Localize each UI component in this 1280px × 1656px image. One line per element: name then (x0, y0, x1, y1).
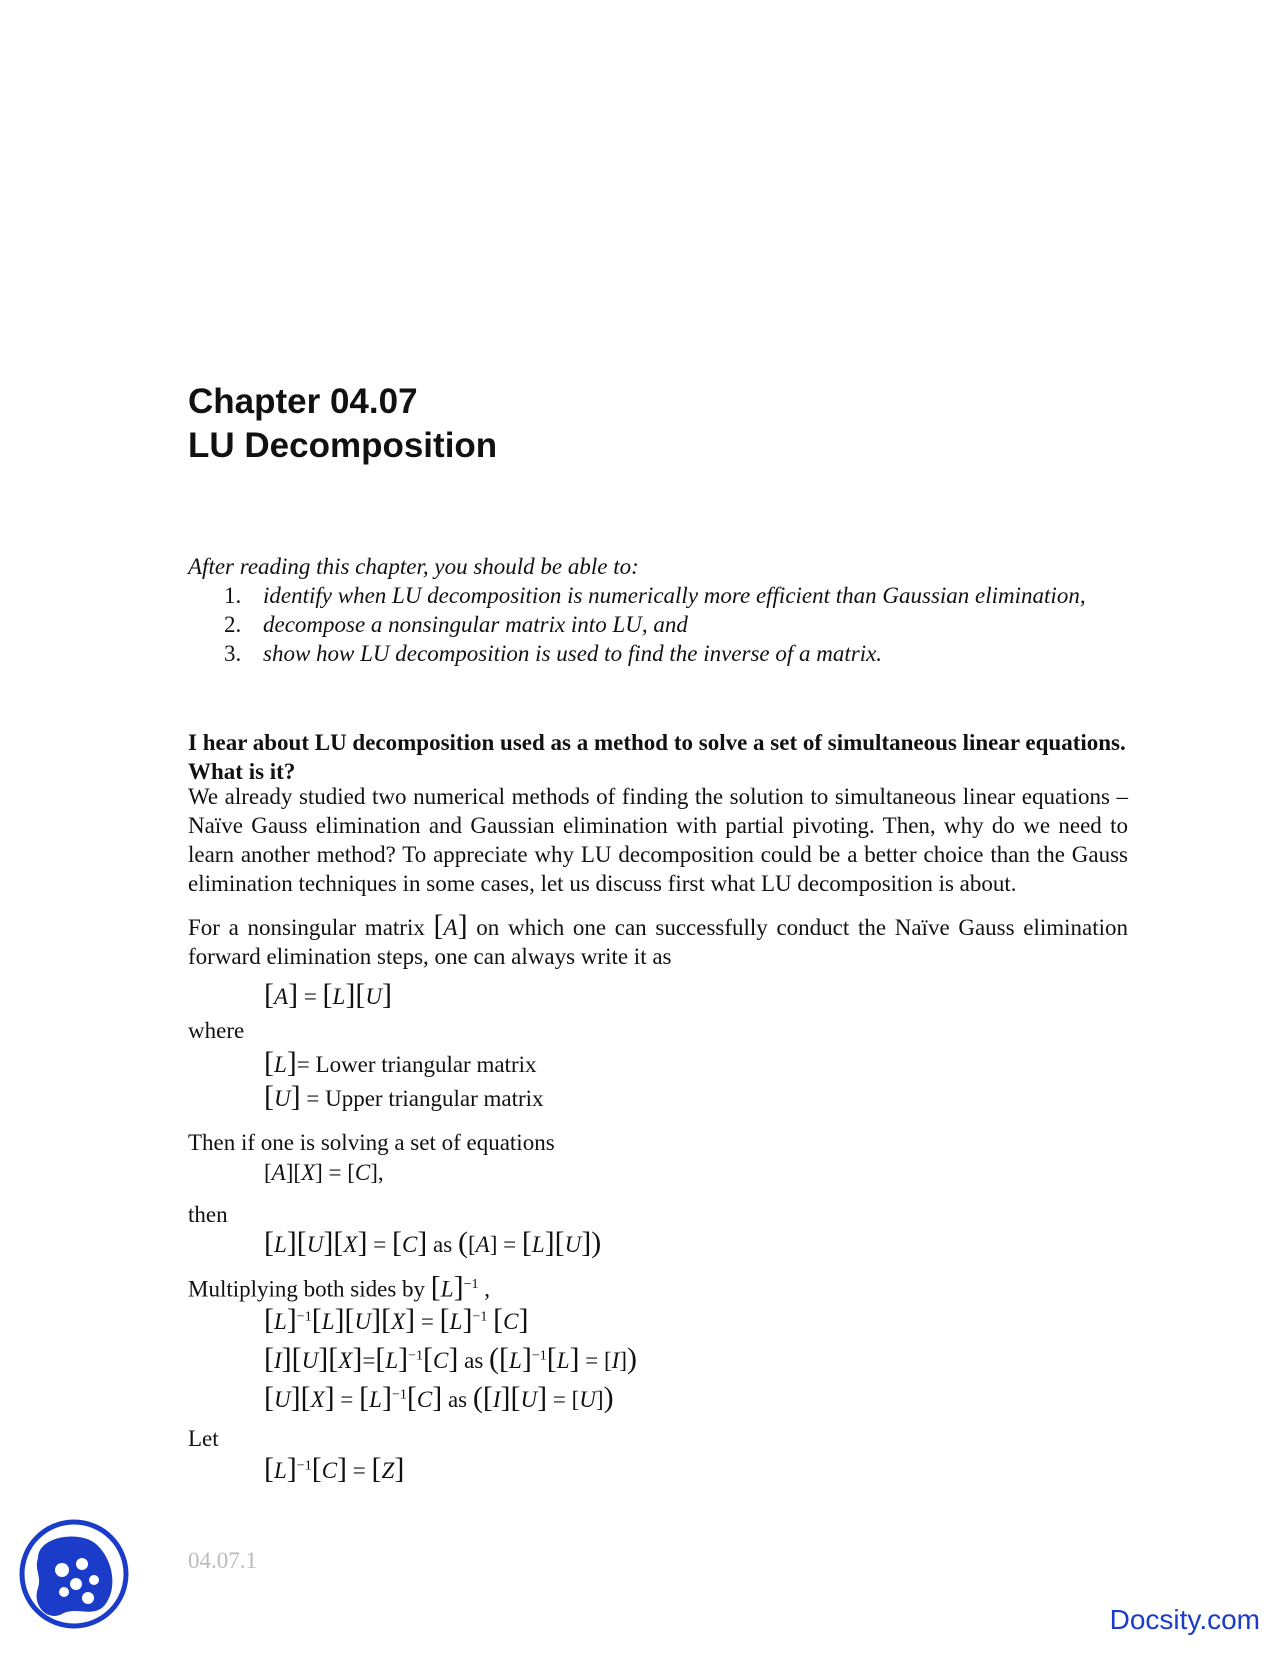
objective-item: 1. identify when LU decomposition is numerically more efficient than Gaussian elimination, (224, 583, 1086, 608)
equation-ax-c: [A][X] = [C], (264, 1160, 384, 1185)
objective-item: 3. show how LU decomposition is used to find the inverse of a matrix. (224, 641, 883, 666)
objective-item: 2. decompose a nonsingular matrix into LU, and (224, 612, 688, 637)
docsity-brand-link[interactable]: Docsity.com (1109, 1604, 1260, 1635)
equation-lux-c: [L][U][X] = [C] as ([A] = [L][U]) (264, 1226, 602, 1259)
page-number: 04.07.1 (188, 1548, 257, 1573)
objectives-list (188, 581, 1128, 668)
definition-paragraph: For a nonsingular matrix [A] on which one can successfully conduct the Naïve Gauss elimination forward elimination steps, one can always write it as (188, 909, 1129, 969)
multiplying-text: Multiplying both sides by $[L]^{-1}$ , (188, 1270, 490, 1304)
equation-multiply-step2: $[I][U][X]=[L]^{-1}[C]$ as $([L]^{-1}[L] = [I])$ (264, 1342, 638, 1375)
where-label: where (188, 1018, 245, 1043)
docsity-logo-icon[interactable] (18, 1518, 130, 1630)
lower-definition: [L]= Lower triangular matrix (264, 1046, 537, 1079)
chapter-number: Chapter 04.07 (188, 382, 418, 421)
equation-a-equals-lu: [A] = [L][U] (264, 978, 392, 1011)
equation-multiply-step3: $[U][X] = [L]^{-1}[C]$ as ([I][U] = [U]) (264, 1381, 614, 1414)
let-label: Let (188, 1426, 219, 1451)
chapter-heading (188, 380, 497, 468)
section-heading: I hear about LU decomposition used as a method to solve a set of simultaneous linear equations. What is it? (188, 730, 1126, 784)
learning-objectives (188, 552, 1128, 668)
upper-definition: [U] = Upper triangular matrix (264, 1080, 544, 1113)
equation-multiply-step1: $[L]^{-1}[L][U][X] = [L]^{-1}$ [C] (264, 1303, 529, 1336)
then-label: then (188, 1202, 228, 1227)
objectives-intro: After reading this chapter, you should be able to: (188, 554, 639, 579)
chapter-title: LU Decomposition (188, 426, 498, 465)
then-if-text: Then if one is solving a set of equations (188, 1130, 555, 1155)
intro-paragraph: We already studied two numerical methods of finding the solution to simultaneous linear equations – Naïve Gauss elimination and Gaussian elimination with partial pivoting. Then, why do we need to learn another method? To appreciate why LU decomposition could be a better choice than the Gauss elimination techniques in some cases, let us discuss first what LU decomposition is about. (188, 784, 1128, 896)
equation-z-definition: $[L]^{-1}[C] = [Z]$ (264, 1452, 405, 1485)
